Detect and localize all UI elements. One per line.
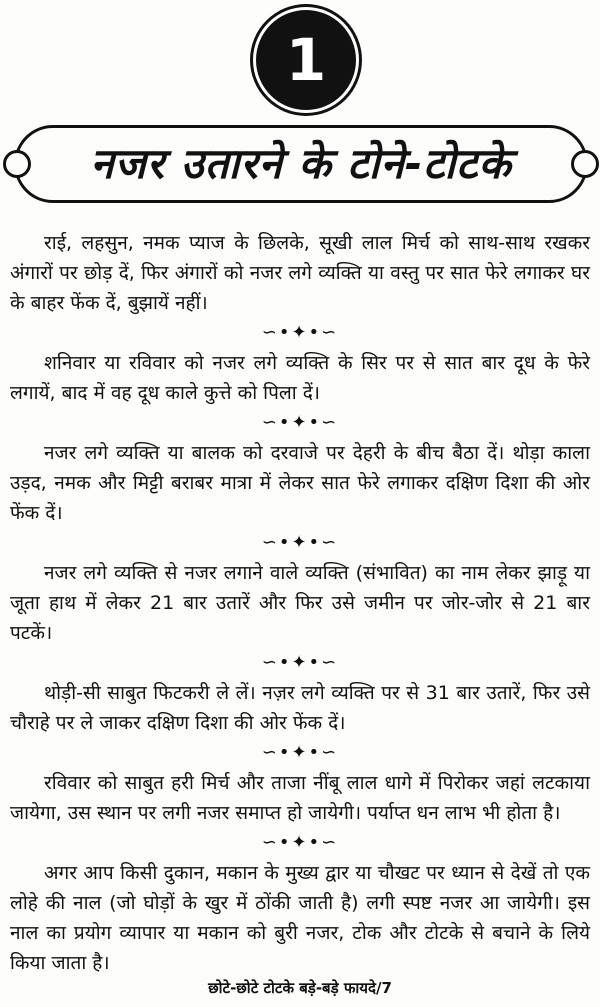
- chapter-number-badge: [256, 10, 356, 110]
- paragraph-4: नजर लगे व्यक्ति से नजर लगाने वाले व्यक्ति (संभावित) का नाम लेकर झाड़ू या जूता हाथ में लेकर 21 बार उतारें और फिर उसे जमीन पर जोर-जोर से 21 बार पटकें।: [10, 562, 590, 644]
- ornament-divider-icon: ∽•✦•∽: [261, 652, 339, 673]
- paragraph-3: नजर लगे व्यक्ति या बालक को दरवाजे पर देहरी के बीच बैठा दें। थोड़ा काला उड़द, नमक और मिट्टी बराबर मात्रा में लेकर सात फेरे लगाकर दक्षिण दिशा की ओर फेंक दें।: [10, 442, 590, 524]
- paragraph-7: अगर आप किसी दुकान, मकान के मुख्य द्वार या चौखट पर ध्यान से देखें तो एक लोहे की नाल (जो घोड़ों के खुर में ठोंकी जाती है) लगी स्पष्ट नजर आ जायेगी। इस नाल का प्रयोग व्यापार या मकान को बुरी नजर, टोक और टोटके से बचाने के लिये किया जाता है।: [10, 862, 590, 974]
- title-banner: [14, 125, 588, 203]
- content-body: [10, 228, 590, 978]
- chapter-number: 1: [285, 26, 327, 94]
- page-footer: छोटे-छोटे टोटके बड़े-बड़े फायदे/7: [208, 979, 392, 997]
- page-title: नजर उतारने के टोने-टोटके: [90, 139, 512, 188]
- paragraph-5: थोड़ी-सी साबुत फिटकरी ले लें। नज़र लगे व्यक्ति पर से 31 बार उतारें, फिर उसे चौराहे पर ले जाकर दक्षिण दिशा की ओर फेंक दें।: [10, 682, 590, 734]
- ornament-divider-icon: ∽•✦•∽: [261, 832, 339, 853]
- paragraph-2: शनिवार या रविवार को नजर लगे व्यक्ति के सिर पर से सात बार दूध के फेरे लगायें, बाद में वह दूध काले कुत्ते को पिला दें।: [10, 352, 590, 404]
- ornament-divider-icon: ∽•✦•∽: [261, 322, 339, 343]
- ornament-divider-icon: ∽•✦•∽: [261, 742, 339, 763]
- paragraph-1: राई, लहसुन, नमक प्याज के छिलके, सूखी लाल मिर्च को साथ-साथ रखकर अंगारों पर छोड़ दें, फिर अंगारों को नजर लगे व्यक्ति या वस्तु पर सात फेरे लगाकर घर के बाहर फेंक दें, बुझायें नहीं।: [10, 232, 590, 314]
- ornament-divider-icon: ∽•✦•∽: [261, 532, 339, 553]
- ornament-divider-icon: ∽•✦•∽: [261, 412, 339, 433]
- paragraph-6: रविवार को साबुत हरी मिर्च और ताजा नींबू लाल धागे में पिरोकर जहां लटकाया जायेगा, उस स्थान पर लगी नजर समाप्त हो जायेगी। पर्याप्त धन लाभ भी होता है।: [10, 772, 590, 824]
